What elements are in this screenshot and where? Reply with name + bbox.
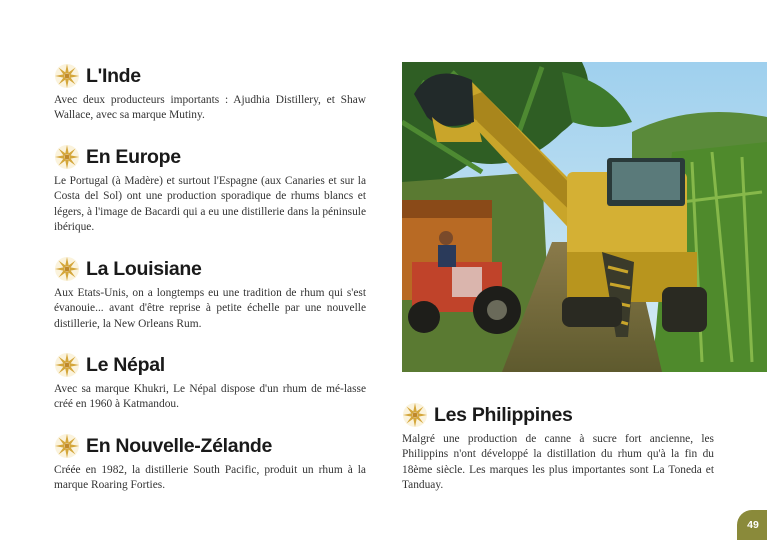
section-nouvelle-zelande <box>54 432 366 494</box>
section-title: Les Philippines <box>434 403 573 426</box>
sun-star-icon <box>54 433 80 459</box>
section-title: En Nouvelle-Zélande <box>86 434 273 457</box>
section-title: En Europe <box>86 145 181 168</box>
section-text: Avec deux producteurs importants : Ajudhia Distillery, et Shaw Wallace, avec sa marque Mutiny. <box>54 94 366 122</box>
sun-star-icon <box>402 402 428 428</box>
section-text: Le Portugal (à Madère) et surtout l'Espagne (aux Canaries et sur la Costa del Sol) ont une production sporadique de rhums blancs et légers, à l'image de Bacardi qui a eu une distillerie dans la péninsule ibérique. <box>54 175 366 234</box>
section-europe <box>54 143 366 236</box>
sun-star-icon <box>54 256 80 282</box>
sun-star-icon <box>54 144 80 170</box>
sugarcane-harvester-photo <box>402 62 767 372</box>
section-title: Le Népal <box>86 353 165 376</box>
sun-star-icon <box>54 63 80 89</box>
sun-star-icon <box>54 352 80 378</box>
section-text: Malgré une production de canne à sucre fort ancienne, les Philippins n'ont développé la distillation du rhum qu'à la fin du 18ème siècle. Les marques les plus importantes sont La Toneda et Tanduay. <box>402 433 714 492</box>
section-text: Créée en 1982, la distillerie South Pacific, produit un rhum à la marque Roaring Forties. <box>54 464 366 492</box>
section-nepal <box>54 351 366 413</box>
section-philippines <box>402 401 714 494</box>
page-number: 49 <box>737 510 767 540</box>
section-text: Avec sa marque Khukri, Le Népal dispose d'un rhum de mé-lasse créé en 1960 à Katmandou. <box>54 383 366 411</box>
section-title: La Louisiane <box>86 257 202 280</box>
section-title: L'Inde <box>86 64 141 87</box>
section-text: Aux Etats-Unis, on a longtemps eu une tradition de rhum qui s'est évanouie... avant d'être reprise à petite échelle par une nouvelle distillerie, la New Orleans Rum. <box>54 287 366 330</box>
section-inde <box>54 62 366 124</box>
section-louisiane <box>54 255 366 332</box>
